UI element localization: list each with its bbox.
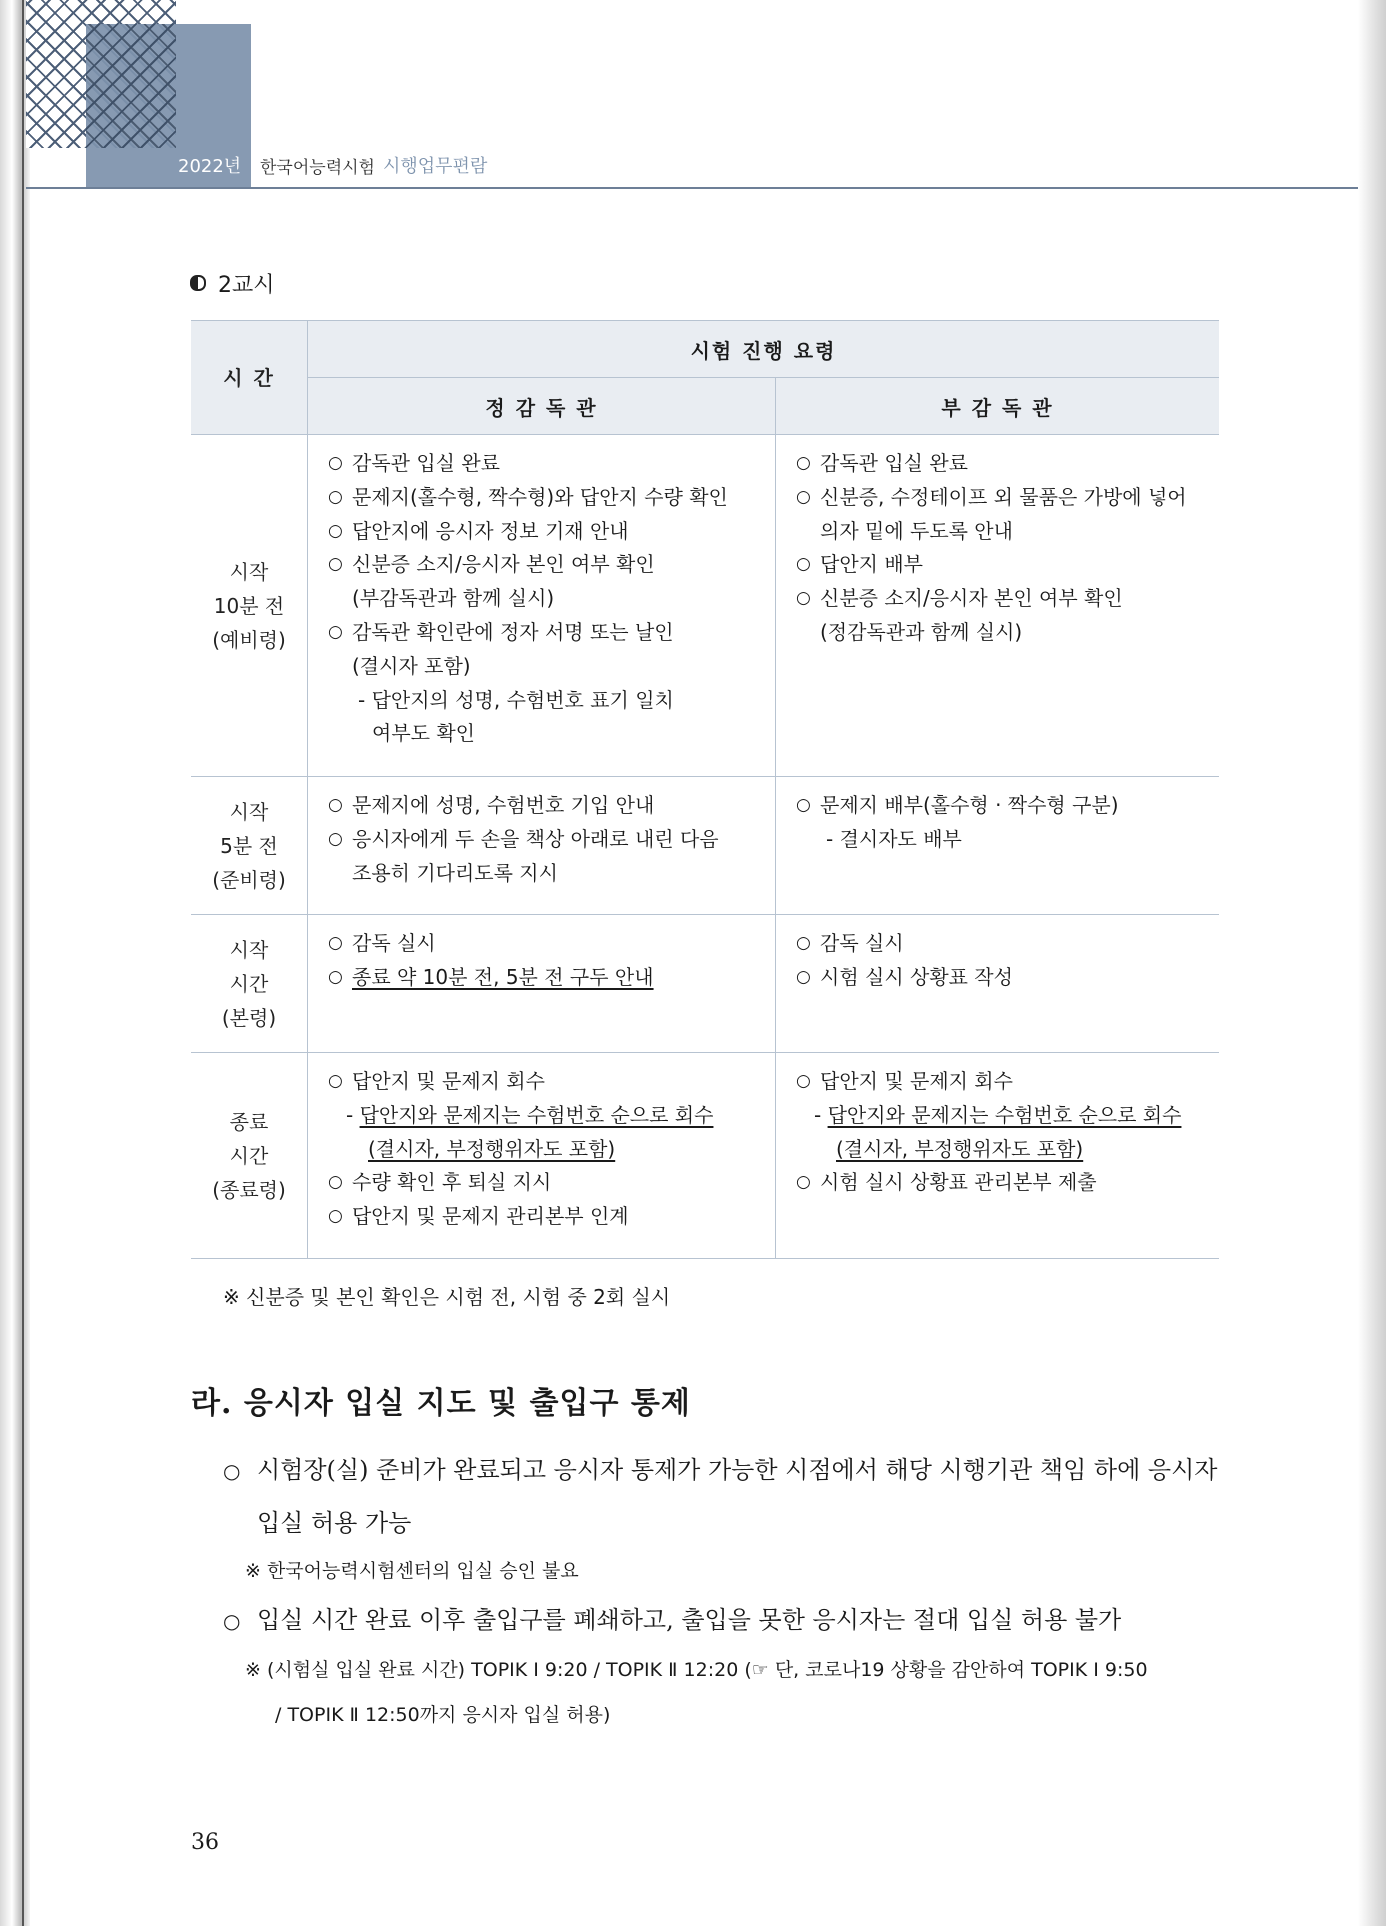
section-heading: 라. 응시자 입실 지도 및 출입구 통제 [191, 1386, 691, 1421]
bullet-item-text: 문제지(홀수형, 짝수형)와 답안지 수량 확인 [352, 484, 728, 509]
bullet-item-text: 감독관 확인란에 정자 서명 또는 날인 [352, 619, 674, 644]
half-circle-bullet-icon [190, 275, 206, 291]
paragraph-1-note: ※ 한국어능력시험센터의 입실 승인 불요 [245, 1560, 579, 1582]
bullet-item-text: 답안지에 응시자 정보 기재 안내 [352, 518, 629, 543]
header-hatch-overlay [86, 24, 176, 148]
table-row [191, 435, 1219, 777]
sub-item-continuation: 여부도 확인 [372, 721, 475, 746]
dash-marker: - [814, 1102, 828, 1127]
time-cell [191, 777, 308, 915]
time-line: 시작 [229, 937, 269, 962]
bullet-continuation: (정감독관과 함께 실시) [820, 619, 1023, 644]
header-rule [26, 187, 1358, 189]
bullet-item-text: 감독 실시 [820, 931, 904, 955]
sub-item [328, 1099, 759, 1133]
chief-cell [308, 915, 776, 1053]
assist-cell [776, 435, 1220, 777]
bullet-continuation: (부감독관과 함께 실시) [352, 586, 555, 611]
time-line: (예비령) [212, 627, 286, 652]
bullet-item-text: 신분증 소지/응시자 본인 여부 확인 [352, 552, 655, 577]
table-row [191, 915, 1219, 1053]
paragraph-2-text: 입실 시간 완료 이후 출입구를 폐쇄하고, 출입을 못한 응시자는 절대 입실 허용 불가 [257, 1606, 1122, 1634]
time-line: (본령) [221, 1005, 277, 1030]
bullet-continuation: 의자 밑에 두도록 안내 [820, 518, 1013, 543]
bullet-item [328, 1065, 759, 1099]
bullet-item-text: 답안지 및 문제지 관리본부 인계 [352, 1204, 629, 1229]
bullet-item-text: 문제지 배부(홀수형 · 짝수형 구분) [820, 793, 1119, 817]
bullet-item-text: 시험 실시 상황표 관리본부 제출 [820, 1170, 1097, 1195]
bullet-item [328, 481, 759, 515]
circle-bullet-icon: ○ [223, 1459, 241, 1483]
circle-bullet-icon: ○ [223, 1609, 241, 1633]
bullet-item [328, 548, 759, 582]
time-line: 5분 전 [220, 833, 278, 858]
bullet-continuation: 조용히 기다리도록 지시 [352, 860, 558, 885]
bullet-item [328, 961, 759, 995]
sub-item: - 답안지의 성명, 수험번호 표기 일치 [358, 687, 674, 712]
bullet-item-text: 감독 실시 [352, 931, 436, 955]
time-line: (종료령) [212, 1177, 286, 1202]
spine-line [22, 0, 24, 1926]
bullet-item-text: 문제지에 성명, 수험번호 기입 안내 [352, 793, 655, 817]
col-header-main: 시험 진행 요령 [308, 321, 1220, 378]
section-label [190, 268, 275, 299]
sub-item-continuation [796, 1133, 1203, 1167]
paragraph-1-line-1: 시험장(실) 준비가 완료되고 응시자 통제가 가능한 시점에서 해당 시행기관 책임 하에 응시자 [257, 1456, 1218, 1484]
table-row [191, 1053, 1219, 1259]
bullet-item [328, 927, 759, 961]
paragraph-2-note-line-1: ※ (시험실 입실 완료 시간) TOPIK Ⅰ 9:20 / TOPIK Ⅱ 12:20 (☞ 단, 코로나19 상황을 감안하여 TOPIK Ⅰ 9:50 [245, 1659, 1148, 1681]
bullet-item-text: 답안지 배부 [820, 552, 923, 577]
bullet-item [328, 1200, 759, 1234]
chief-cell [308, 435, 776, 777]
table-footnote: ※ 신분증 및 본인 확인은 시험 전, 시험 중 2회 실시 [223, 1285, 671, 1309]
bullet-item [796, 961, 1203, 995]
table-header-row [191, 321, 1219, 378]
time-cell [191, 435, 308, 777]
sub-item-text: 답안지와 문제지는 수험번호 순으로 회수 [359, 1102, 714, 1127]
assist-cell [776, 777, 1220, 915]
sub-item-continuation [328, 1133, 759, 1167]
time-cell [191, 1053, 308, 1259]
sub-item-text: (결시자, 부정행위자도 포함) [368, 1136, 616, 1161]
col-header-time: 시 간 [191, 321, 308, 435]
time-line: 시작 [229, 799, 269, 824]
paragraph-2-note-line-2: / TOPIK Ⅱ 12:50까지 응시자 입실 허용) [275, 1704, 611, 1726]
section-label-text: 2교시 [218, 273, 275, 298]
chief-cell [308, 1053, 776, 1259]
sub-item-text: 답안지와 문제지는 수험번호 순으로 회수 [827, 1102, 1182, 1127]
bullet-item [328, 823, 759, 857]
col-header-chief: 정 감 독 관 [308, 378, 776, 435]
bullet-item [796, 548, 1203, 582]
bullet-item [328, 515, 759, 549]
bullet-item [796, 582, 1203, 616]
header-title-main: 한국어능력시험 [260, 158, 375, 178]
bullet-item-text: 신분증, 수정테이프 외 물품은 가방에 넣어 [820, 484, 1187, 509]
bullet-item [796, 927, 1203, 961]
sub-item [796, 1099, 1203, 1133]
paragraph-1-line-2: 입실 허용 가능 [257, 1509, 412, 1537]
bullet-item [796, 1065, 1203, 1099]
header-title-sub: 시행업무편람 [383, 156, 488, 177]
bullet-item [796, 789, 1203, 823]
sub-item-text: (결시자, 부정행위자도 포함) [836, 1136, 1084, 1161]
page-edge-shadow [1358, 0, 1386, 1926]
paragraph-1 [223, 1450, 1217, 1485]
bullet-item [796, 447, 1203, 481]
schedule-table [191, 320, 1219, 1259]
time-line: 시간 [229, 971, 269, 996]
bullet-item-text: 수량 확인 후 퇴실 지시 [352, 1170, 552, 1195]
bullet-item [796, 1166, 1203, 1200]
time-line: 10분 전 [213, 593, 285, 618]
bullet-item-text: 감독관 입실 완료 [352, 451, 500, 475]
assist-cell [776, 915, 1220, 1053]
table-row [191, 777, 1219, 915]
time-line: 시작 [229, 559, 269, 584]
bullet-item-text: 신분증 소지/응시자 본인 여부 확인 [820, 586, 1123, 611]
time-line: 시간 [229, 1143, 269, 1168]
header-year: 2022년 [178, 156, 242, 177]
time-cell [191, 915, 308, 1053]
time-line: 종료 [229, 1109, 269, 1134]
book-spine [0, 0, 30, 1926]
bullet-item [328, 789, 759, 823]
table-subheader-row [191, 378, 1219, 435]
chief-cell [308, 777, 776, 915]
bullet-item-text: 감독관 입실 완료 [820, 451, 968, 475]
assist-cell [776, 1053, 1220, 1259]
bullet-item-text: 응시자에게 두 손을 책상 아래로 내린 다음 [352, 826, 719, 851]
bullet-item-text: 답안지 및 문제지 회수 [820, 1069, 1013, 1093]
dash-marker: - [346, 1102, 360, 1127]
bullet-item-text: 종료 약 10분 전, 5분 전 구두 안내 [352, 964, 654, 989]
page-number: 36 [191, 1830, 219, 1855]
bullet-item-text: 답안지 및 문제지 회수 [352, 1069, 545, 1093]
time-line: (준비령) [212, 867, 286, 892]
bullet-item [328, 447, 759, 481]
bullet-item-text: 시험 실시 상황표 작성 [820, 964, 1013, 989]
paragraph-2 [223, 1600, 1121, 1635]
sub-item: - 결시자도 배부 [826, 826, 962, 851]
bullet-continuation: (결시자 포함) [352, 653, 471, 678]
bullet-item [328, 1166, 759, 1200]
bullet-item [796, 481, 1203, 515]
col-header-assist: 부 감 독 관 [776, 378, 1220, 435]
bullet-item [328, 616, 759, 650]
